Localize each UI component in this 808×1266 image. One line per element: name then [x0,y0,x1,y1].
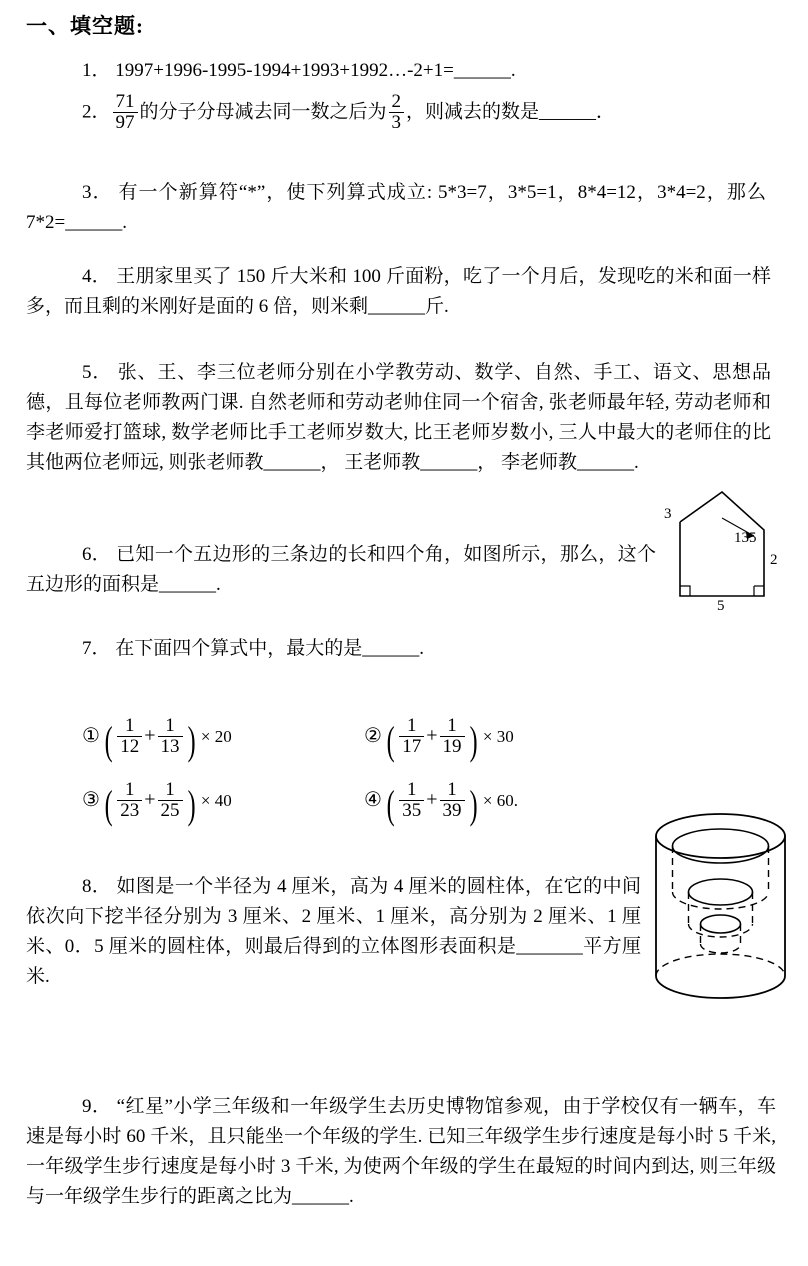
fraction-denominator: 3 [391,111,402,133]
fraction-denominator: 39 [442,799,462,821]
formula-group [82,702,642,828]
fraction-numerator: 1 [117,716,142,737]
pentagon-label-left: 3 [664,506,672,522]
right-paren: ) [469,718,478,764]
question-5-text: 张、王、李三位老师分别在小学教劳动、数学、自然、手工、语文、思想品德，且每位老师教两门课. 自然老师和劳动老帅住同一个宿舍, 张老师最年轻, 劳动老师和李老师爱打篮球, 数学老师比手工老师岁数大, 比王老师岁数小, 三人中最大的老师住的比其他两位老师远, 则张老师教______， 王老师教______， 李老师教______. [26,362,771,473]
formula-3 [82,779,235,828]
formula-4-marker: ④ [364,788,382,811]
left-paren: ( [386,782,395,828]
pentagon-label-angle: 135 [734,530,757,546]
cylinder-bottom-front-arc [656,976,785,998]
left-paren: ( [386,718,395,764]
right-angle-mark-left [680,586,690,596]
fraction-denominator: 13 [160,735,180,757]
question-6-text: 已知一个五边形的三条边的长和四个角，如图所示，那么，这个五边形的面积是______. [26,544,656,595]
question-3-number: 3． [82,182,113,203]
question-2-number: 2． [82,101,111,123]
question-8-text: 如图是一个半径为 4 厘米，高为 4 厘米的圆柱体，在它的中间依次向下挖半径分别为 3 厘米、2 厘米、1 厘米，高分别为 2 厘米、1 厘米、0．5 厘米的圆柱体，则最后得到的立体图形表面积是_______平方厘米. [26,876,641,987]
right-paren: ) [469,782,478,828]
fraction-1-19 [440,716,465,757]
fraction-1-17 [399,716,424,757]
question-5-number: 5． [82,362,113,383]
question-5 [26,358,771,478]
plus-sign: + [144,724,156,747]
cylinder-svg [638,806,803,1031]
fraction-71-97 [113,92,138,133]
formula-4 [364,779,521,828]
fraction-numerator: 1 [399,716,424,737]
formula-1-multiplier: × 20 [200,726,232,746]
plus-sign: + [144,788,156,811]
question-7-number: 7． [82,638,111,659]
formula-4-multiplier: × 60. [482,790,518,810]
fraction-1-13 [158,716,183,757]
question-3-text: 有一个新算符“*”，使下列算式成立: 5*3=7，3*5=1，8*4=12，3*4=2，那么 7*2=______. [26,182,766,233]
question-9 [26,1092,776,1212]
question-8 [26,872,641,992]
formula-1 [82,715,235,764]
question-9-text: “红星”小学三年级和一年级学生去历史博物馆参观，由于学校仅有一辆车，车速是每小时 60 千米，且只能坐一个年级的学生. 已知三年级学生步行速度是每小时 5 千米, 一年级学生步行速度是每小时 3 千米, 为使两个年级的学生在最短的时间内到达, 则三年级与一年级学生步行的距离之比为______. [26,1096,777,1207]
fraction-1-23 [117,780,142,821]
fraction-numerator: 1 [440,780,465,801]
fraction-denominator: 12 [120,735,140,757]
fraction-numerator: 1 [399,780,424,801]
hole1-bottom-arc [673,892,769,909]
fraction-denominator: 25 [160,799,180,821]
question-2-post-text: ，则减去的数是______． [406,101,616,123]
question-6 [26,540,656,600]
hole3-bottom-arc [701,944,741,953]
formula-2-multiplier: × 30 [482,726,514,746]
question-1 [82,56,742,86]
question-2 [82,92,772,133]
fraction-denominator: 97 [115,111,135,133]
fraction-numerator: 2 [389,92,405,113]
fraction-numerator: 1 [117,780,142,801]
question-4-text: 王朋家里买了 150 斤大米和 100 斤面粉，吃了一个月后，发现吃的米和面一样多，而且剩的米刚好是面的 6 倍，则米剩______斤. [26,266,771,317]
cylinder-figure [638,806,803,1031]
section-title: 一、填空题: [26,14,144,38]
question-7-text: 在下面四个算式中，最大的是______. [115,638,425,659]
question-4-number: 4． [82,266,112,287]
fraction-1-39 [440,780,465,821]
plus-sign: + [426,724,438,747]
plus-sign: + [426,788,438,811]
hole2-top-ellipse [689,879,753,905]
question-8-number: 8． [82,876,112,897]
question-6-number: 6． [82,544,112,565]
question-7 [26,634,666,664]
fraction-1-35 [399,780,424,821]
right-paren: ) [187,718,196,764]
fraction-numerator: 71 [113,92,138,113]
question-1-number: 1． [82,60,111,81]
formula-3-multiplier: × 40 [200,790,232,810]
fraction-numerator: 1 [158,716,183,737]
fraction-numerator: 1 [440,716,465,737]
question-2-mid-text: 的分子分母减去同一数之后为 [139,101,387,123]
fraction-denominator: 19 [442,735,462,757]
formula-2-marker: ② [364,724,382,747]
fraction-denominator: 23 [120,799,140,821]
fraction-denominator: 35 [402,799,422,821]
fraction-1-12 [117,716,142,757]
right-paren: ) [187,782,196,828]
cylinder-bottom-back-arc [656,954,785,976]
fraction-1-25 [158,780,183,821]
fraction-denominator: 17 [402,735,422,757]
formula-3-marker: ③ [82,788,100,811]
question-1-text: 1997+1996-1995-1994+1993+1992…-2+1=______. [115,60,516,81]
formula-1-marker: ① [82,724,100,747]
pentagon-figure [660,484,790,619]
formula-2 [364,715,517,764]
question-9-number: 9． [82,1096,112,1117]
hole2-bottom-arc [689,924,753,937]
pentagon-label-right: 2 [770,552,778,568]
fraction-2-3 [389,92,405,133]
fraction-numerator: 1 [158,780,183,801]
left-paren: ( [104,782,113,828]
question-3 [26,178,766,238]
pentagon-label-bottom: 5 [717,598,725,614]
question-4 [26,262,771,322]
left-paren: ( [104,718,113,764]
hole3-top-ellipse [701,915,741,933]
